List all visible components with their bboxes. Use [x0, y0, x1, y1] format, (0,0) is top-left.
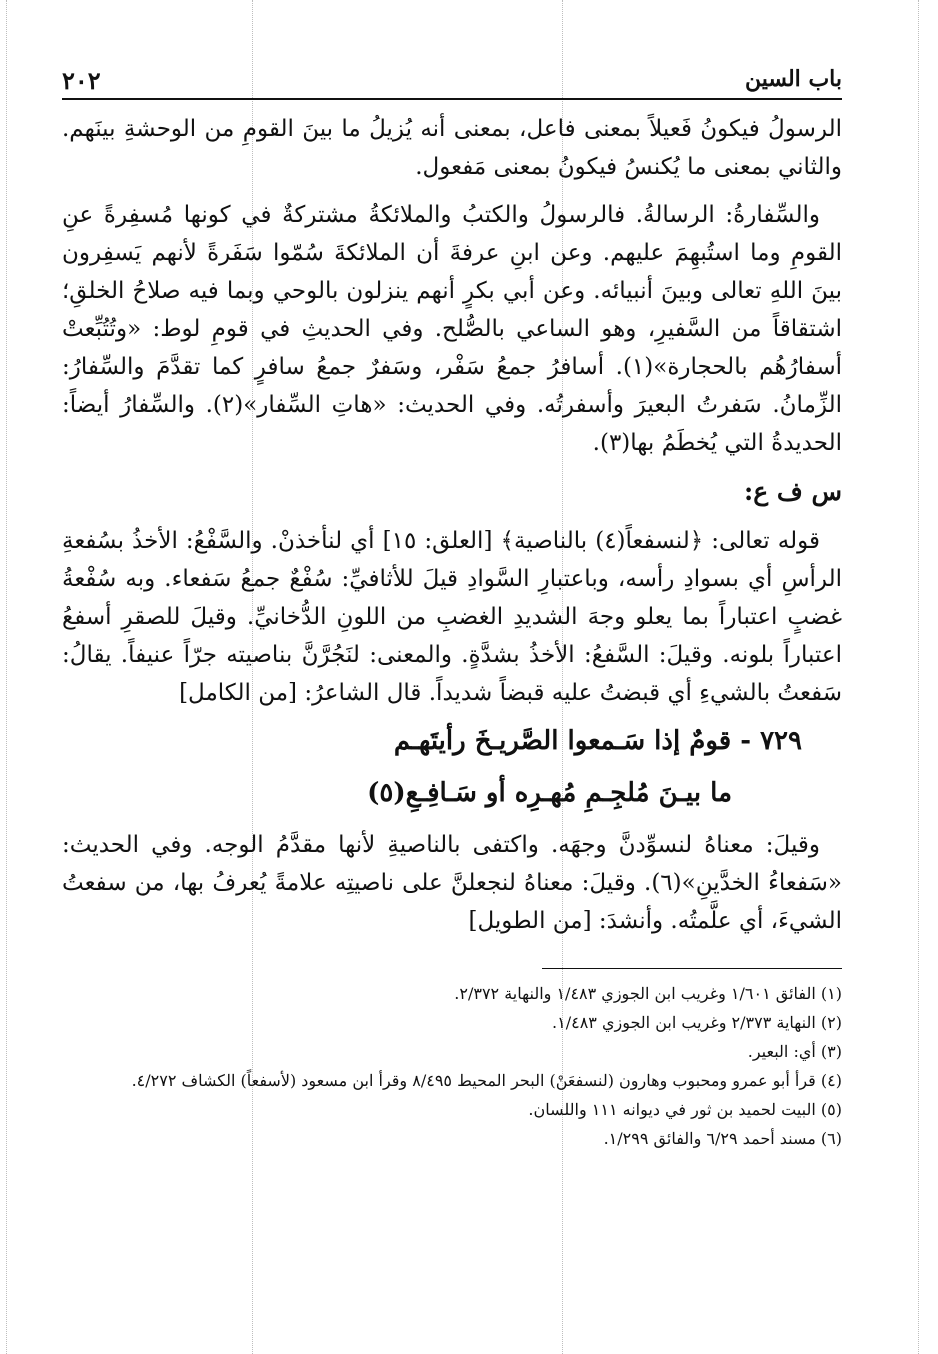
footnote-item: (٤) قرأ أبو عمرو ومحبوب وهارون (لنسفعَنْ) البحر المحيط ٨/٤٩٥ وقرأ ابن مسعود (لأسفعاً) الكشاف ٤/٢٧٢. [131, 1071, 842, 1090]
header-rule [62, 98, 842, 100]
chapter-title: باب السين [744, 66, 842, 92]
book-page [62, 60, 842, 1340]
footnote-separator [542, 968, 842, 969]
paragraph-meaning: وقيلَ: معناهُ لنسوِّدنَّ وجهَه. واكتفى بالناصيةِ لأنها مقدَّمُ الوجه. وفي الحديث: «سَفعاءُ الخدَّينِ»(٦). وقيلَ: معناهُ لنجعلنَّ على ناصيتِه علامةً يُعرفُ بها، من سفعتُ الشيءَ، أي علَّمتُه. وأنشدَ: [من الطويل] [62, 832, 842, 934]
footnote-item: (٢) النهاية ٢/٣٧٣ وغريب ابن الجوزي ١/٤٨٣. [552, 1013, 842, 1032]
footnote-item: (٥) البيت لحميد بن ثور في ديوانه ١١١ واللسان. [528, 1100, 842, 1119]
page-number: ٢٠٢ [62, 66, 101, 95]
dotted-guide-line [918, 0, 919, 1354]
poem-verse-second-hemistich: ما بيـنَ مُلجِـمِ مُهـرِه أو سَـافِـعِ(٥) [367, 778, 732, 808]
paragraph-rasul: الرسولُ فيكونُ فَعيلاً بمعنى فاعل، بمعنى أنه يُزيلُ ما بينَ القومِ من الوحشةِ بينَهم. والثاني بمعنى ما يُكنسُ فيكونُ بمعنى مَفعول. [62, 116, 842, 180]
paragraph-sifara: والسِّفارةُ: الرسالةُ. فالرسولُ والكتبُ والملائكةُ مشتركةٌ في كونها مُسفِرةً عنِ القومِ وما استُبهِمَ عليهم. وعن ابنِ عرفةَ أن الملائكةَ سُمّوا سَفَرةً لأنهم يَسفِرون بينَ اللهِ تعالى وبينَ أنبيائه. وعن أبي بكرٍ أنهم ينزلون بالوحي وبما فيه صلاحُ الخلقِ؛ اشتقاقاً من السَّفيرِ، وهو الساعي بالصُّلح. وفي الحديثِ في قومِ لوط: «وتُتُبِّعتْ أسفارُهُم بالحجارة»(١). أسافرُ جمعُ سَفْر، وسَفرٌ جمعُ سافرٍ كما تقدَّمَ والسِّفارُ: الزِّمانُ. سَفرتُ البعيرَ وأسفرتُه. وفي الحديث: «هاتِ السِّفار»(٢). والسِّفارُ أيضاً: الحديدةُ التي يُخطَمُ بها(٣). [62, 202, 842, 456]
footnote-item: (٣) أي: البعير. [747, 1042, 842, 1061]
footnotes [62, 979, 842, 1153]
footnote-item: (٦) مسند أحمد ٦/٢٩ والفائق ١/٢٩٩. [603, 1129, 842, 1148]
paragraph-safa: قوله تعالى: ﴿لنسفعاً(٤) بالناصية﴾ [العلق: ١٥] أي لنأخذنْ. والسَّفْعُ: الأخذُ بسُفعةِ الرأسِ أي بسوادِ رأسه، وباعتبارِ السَّوادِ قيلَ للأثافيِّ: سُفْعٌ جمعُ سَفعاء. وبه سُفْعةُ غضبٍ اعتباراً بما يعلو وجهَ الشديدِ الغضبِ من اللونِ الدُّخانيِّ. وقيلَ للصقرِ أسفعُ اعتباراً بلونه. وقيلَ: السَّفعُ: الأخذُ بشدَّةٍ. والمعنى: لنَجُرَّنَّ بناصيته جرّاً عنيفاً. يقالُ: سَفعتُ بالشيءِ أي قبضتُ عليه قبضاً شديداً. قال الشاعرُ: [من الكامل] [62, 528, 842, 706]
root-heading: س ف ع: [744, 477, 842, 506]
page-header [62, 60, 842, 98]
footnote-item: (١) الفائق ١/٦٠١ وغريب ابن الجوزي ١/٤٨٣ والنهاية ٢/٣٧٢. [454, 984, 842, 1003]
dotted-guide-line [6, 0, 7, 1354]
poem-verse-first-hemistich: ٧٢٩ - قومٌ إذا سَـمعوا الصَّريـخَ رأيتَهـم [393, 726, 802, 756]
